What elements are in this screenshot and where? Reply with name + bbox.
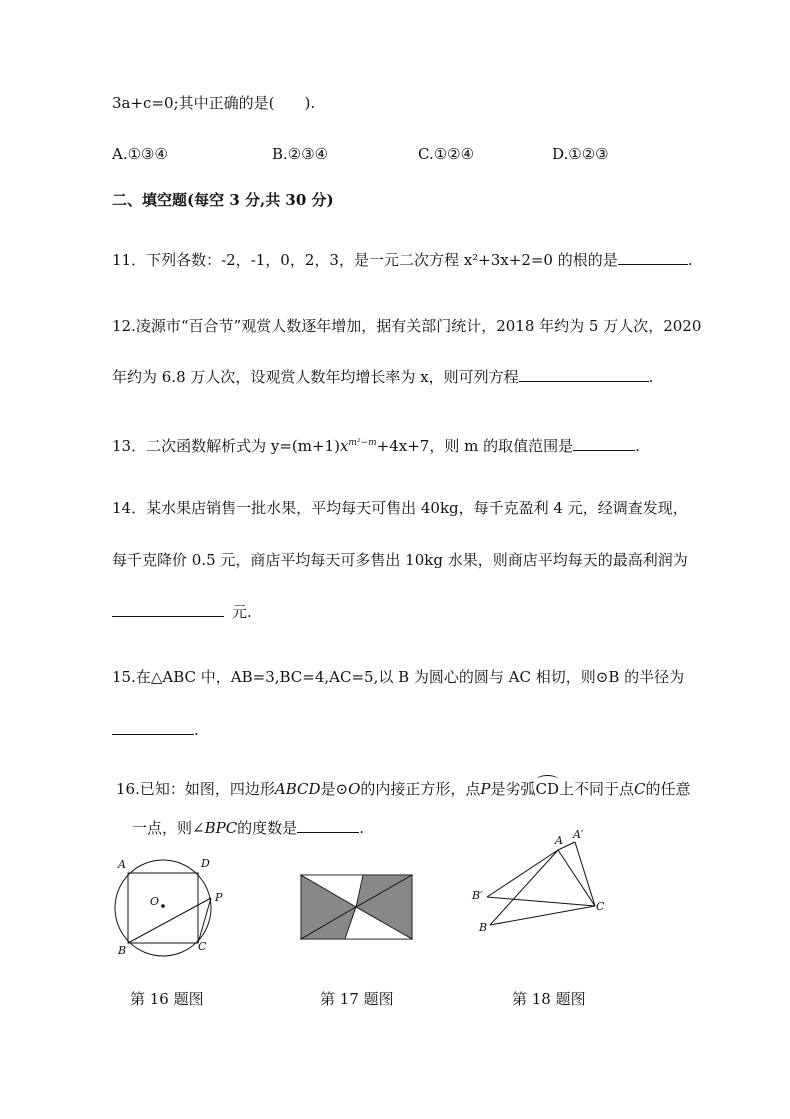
q14-blank	[112, 602, 224, 617]
q16-text-a: 16.已知：如图，四边形	[116, 780, 275, 798]
option-c: C.①②④	[418, 145, 475, 163]
fig16-label-d: D	[201, 857, 210, 870]
q13-blank	[573, 436, 635, 451]
fig16-label-a: A	[118, 858, 126, 871]
option-b: B.②③④	[272, 145, 329, 163]
caption-17: 第 17 题图	[320, 990, 394, 1008]
fig18-label-a-prime: A′	[573, 828, 584, 841]
q13	[112, 433, 640, 456]
figure-17	[300, 872, 420, 942]
fig16-square	[128, 873, 198, 943]
option-d: D.①②③	[552, 145, 609, 163]
q16-line2	[132, 818, 364, 838]
fig16-label-p: P	[215, 891, 223, 904]
q11-end: .	[687, 251, 693, 269]
fig18-segment-bc	[490, 906, 595, 925]
caption-18: 第 18 题图	[512, 990, 586, 1008]
fig18-segment-ab	[490, 850, 558, 925]
q15-line1: 15.在△ABC 中，AB=3,BC=4,AC=5,以 B 为圆心的圆与 AC 相切，则⊙B 的半径为	[112, 668, 685, 686]
fig16-label-o: O	[150, 895, 160, 908]
q12-line2	[112, 367, 653, 387]
q12-line1: 12.凌源市“百合节”观赏人数逐年增加，据有关部门统计，2018 年约为 5 万人次，2020	[112, 317, 702, 335]
q13-text-a: 13．二次函数解析式为 y=(m+1)	[112, 437, 340, 455]
fig16-circle	[115, 860, 211, 956]
q13-exponent: m²−m	[348, 438, 377, 448]
fig16-label-b: B	[118, 944, 127, 957]
q16-text-f: 的任意	[645, 780, 691, 798]
fig16-center-dot	[161, 904, 165, 908]
fig18-segment-ab2	[487, 850, 558, 897]
q12-end: .	[648, 368, 654, 386]
section-title: 二、填空题(每空 3 分,共 30 分)	[112, 191, 334, 209]
figure-18	[470, 830, 610, 940]
q16-bpc: BPC	[204, 819, 238, 837]
q16-p: P	[480, 780, 491, 798]
q16-text-b: 是⊙	[320, 780, 349, 798]
q12-blank	[519, 367, 649, 382]
q13-x: x	[339, 437, 349, 455]
q15-blank	[112, 720, 194, 735]
q16-text-h: 的度数是	[237, 819, 298, 837]
q16-end: .	[359, 819, 364, 837]
q16-text-d: 是劣弧	[490, 780, 536, 798]
q14-line3	[112, 602, 252, 622]
q13-end: .	[635, 437, 640, 455]
fig18-label-a: A	[555, 834, 563, 847]
q11-blank	[618, 250, 688, 265]
q16-blank	[297, 818, 359, 833]
fig18-segment-a2c	[575, 842, 595, 906]
fig16-label-c: C	[198, 940, 207, 953]
fig16-segment-bp	[128, 898, 211, 943]
q16-text-e: 上不同于点	[559, 780, 635, 798]
fig18-label-c: C	[596, 900, 605, 913]
q16-line1	[116, 779, 691, 799]
q16-c: C	[634, 780, 646, 798]
fig18-segment-ac	[558, 850, 595, 906]
q11-text: 11．下列各数：-2，-1，0，2，3，是一元二次方程 x²+3x+2=0 的根的是	[112, 251, 618, 269]
option-a: A.①③④	[112, 145, 168, 163]
fig18-label-b-prime: B′	[472, 889, 483, 902]
q14-line2: 每千克降价 0.5 元，商店平均每天可多售出 10kg 水果，则商店平均每天的最高利润为	[112, 551, 688, 569]
q13-text-b: +4x+7，则 m 的取值范围是	[376, 437, 574, 455]
fig18-label-b: B	[479, 921, 488, 934]
q16-o: O	[348, 780, 361, 798]
q16-text-c: 的内接正方形，点	[360, 780, 481, 798]
q15-end: .	[194, 721, 199, 739]
caption-16: 第 16 题图	[130, 990, 204, 1008]
figure-16	[105, 850, 245, 960]
q16-text-g: 一点，则∠	[132, 819, 205, 837]
q10-tail: 3a+c=0;其中正确的是( ).	[112, 94, 316, 112]
fig18-segment-b2c	[487, 897, 595, 906]
q11	[112, 250, 693, 270]
q16-arc-cd: CD	[535, 780, 560, 798]
q14-end: 元.	[232, 603, 252, 621]
q16-abcd: ABCD	[274, 780, 321, 798]
q14-line1: 14．某水果店销售一批水果，平均每天可售出 40kg，每千克盈利 4 元，经调查发现，	[112, 499, 688, 517]
q15-line2	[112, 720, 199, 740]
q12-text: 年约为 6.8 万人次，设观赏人数年均增长率为 x，则可列方程	[112, 368, 519, 386]
